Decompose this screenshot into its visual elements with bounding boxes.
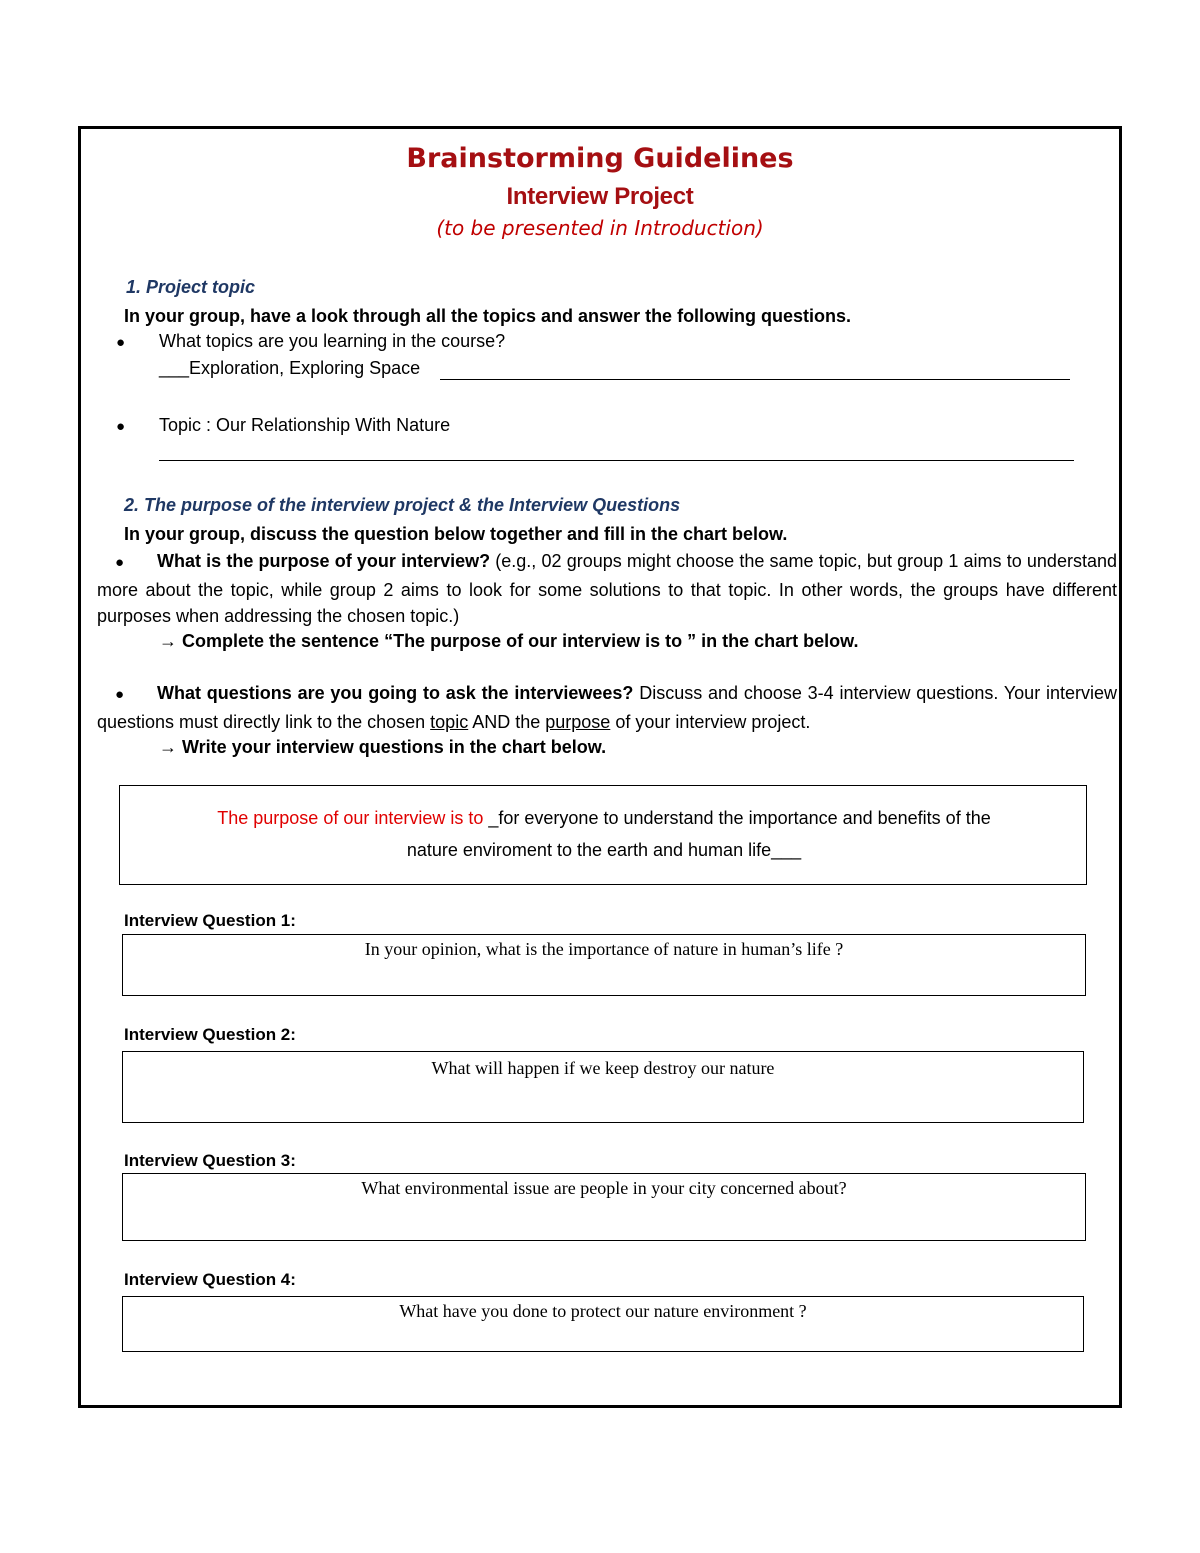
question-4-box (122, 1296, 1084, 1352)
bullet-icon: ● (115, 686, 125, 703)
document-note: (to be presented in Introduction) (436, 216, 764, 240)
question-2-label: Interview Question 2: (124, 1025, 296, 1044)
question-1-text: In your opinion, what is the importance of nature in human’s life ? (364, 939, 844, 959)
arrow-icon: → (159, 631, 177, 651)
question-3-text: What environmental issue are people in your city concerned about? (361, 1178, 847, 1198)
document-title: Brainstorming Guidelines (406, 143, 794, 174)
purpose-question-rest: (e.g., 02 groups might choose the same topic, but group 1 aims to understand more about the topic, while group 2 aims to look for some solutions to that topic. In other words, the groups have different purposes when addressing the chosen topic.) (97, 551, 1117, 626)
section1-instruction: In your group, have a look through all the topics and answer the following questions. (124, 306, 852, 326)
purpose-line-2: nature enviroment to the earth and human life___ (406, 840, 802, 860)
purpose-question-bold: What is the purpose of your interview? (157, 551, 491, 571)
underlined-purpose: purpose (545, 711, 611, 732)
purpose-question-paragraph (97, 548, 1117, 630)
purpose-label: The purpose of our interview is to (217, 808, 484, 828)
section2-instruction: In your group, discuss the question below together and fill in the chart below. (124, 524, 788, 544)
purpose-answer-1: _for everyone to understand the importance and benefits of the (483, 808, 991, 828)
question-4-text: What have you done to protect our nature environment ? (399, 1301, 807, 1321)
arrow-icon: → (159, 737, 177, 757)
questions-question-bold: What questions are you going to ask the interviewees? (157, 683, 634, 703)
question-2-box (122, 1051, 1084, 1123)
write-questions-instruction: → Write your interview questions in the chart below. (159, 737, 607, 757)
answer-text: Exploration, Exploring Space (189, 358, 421, 378)
question-3-box (122, 1173, 1086, 1241)
underlined-topic: topic (430, 711, 469, 732)
questions-paragraph: ● What questions are you going to ask the interviewees? Discuss and choose 3-4 interview questions. Your interview questions must directly link to the chosen topic AND the purpose of your interview project. (97, 683, 1117, 732)
document-subtitle: Interview Project (506, 183, 694, 210)
answer-prefix-blank: ___ (159, 358, 190, 378)
topic-text: Topic : Our Relationship With Nature (159, 415, 451, 435)
question-1-label: Interview Question 1: (124, 911, 296, 930)
section1-question: What topics are you learning in the course? (159, 331, 506, 351)
bullet-icon: ● (116, 334, 126, 351)
section1-answer (159, 358, 420, 379)
question-2-text: What will happen if we keep destroy our nature (431, 1058, 775, 1078)
section2-heading: 2. The purpose of the interview project & the Interview Questions (124, 495, 681, 515)
purpose-chart-box (119, 785, 1087, 885)
question-4-label: Interview Question 4: (124, 1270, 296, 1289)
complete-sentence-instruction: → Complete the sentence “The purpose of our interview is to ” in the chart below. (159, 631, 859, 651)
bullet-icon: ● (115, 554, 125, 571)
answer-underline (440, 379, 1070, 380)
purpose-line-1 (120, 808, 1088, 829)
topic-answer-line (159, 460, 1074, 461)
bullet-icon: ● (116, 418, 126, 435)
question-1-box (122, 934, 1086, 996)
section1-heading: 1. Project topic (126, 277, 256, 297)
question-3-label: Interview Question 3: (124, 1151, 296, 1170)
